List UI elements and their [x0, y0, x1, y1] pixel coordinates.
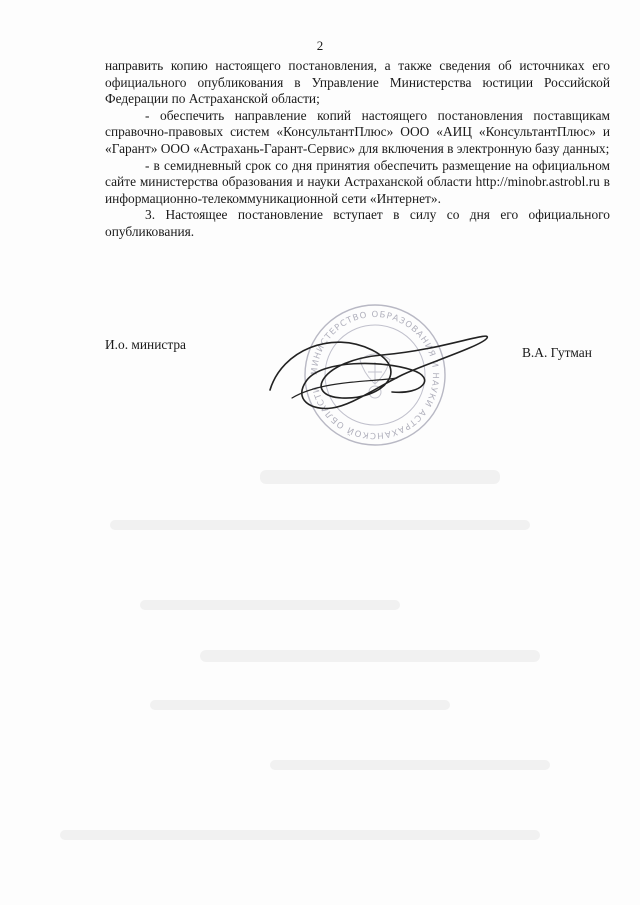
paragraph-legal-systems: - обеспечить направление копий настоящего постановления поставщикам справочно-правовых систем «КонсультантПлюс» ООО «АИЦ «КонсультантПлюс» и «Гарант» ООО «Астрахань-Гарант-Сервис» для включения в электронную базу данных;: [105, 107, 610, 156]
signatory-name: В.А. Гутман: [522, 345, 592, 360]
stamp-ring-text: МИНИСТЕРСТВО ОБРАЗОВАНИЯ И НАУКИ АСТРАХАНСКОЙ ОБЛАСТИ: [309, 309, 441, 441]
handwritten-signature: [262, 320, 502, 420]
paragraph-website-publication: - в семидневный срок со дня принятия обеспечить размещение на официальном сайте министерства образования и науки Астраханской области http://minobr.astrobl.ru в информационно-телекоммуникационной сети «Интернет».: [105, 157, 610, 206]
paragraph-send-copy: направить копию настоящего постановления, а также сведения об источниках его официального опубликования в Управление Министерства юстиции Российской Федерации по Астраханской области;: [105, 58, 610, 107]
page-number: 2: [316, 38, 324, 53]
signatory-position: И.о. министра: [105, 337, 186, 352]
document-body: [105, 58, 610, 241]
paragraph-effective-date: 3. Настоящее постановление вступает в силу со дня его официального опубликования.: [105, 207, 610, 239]
